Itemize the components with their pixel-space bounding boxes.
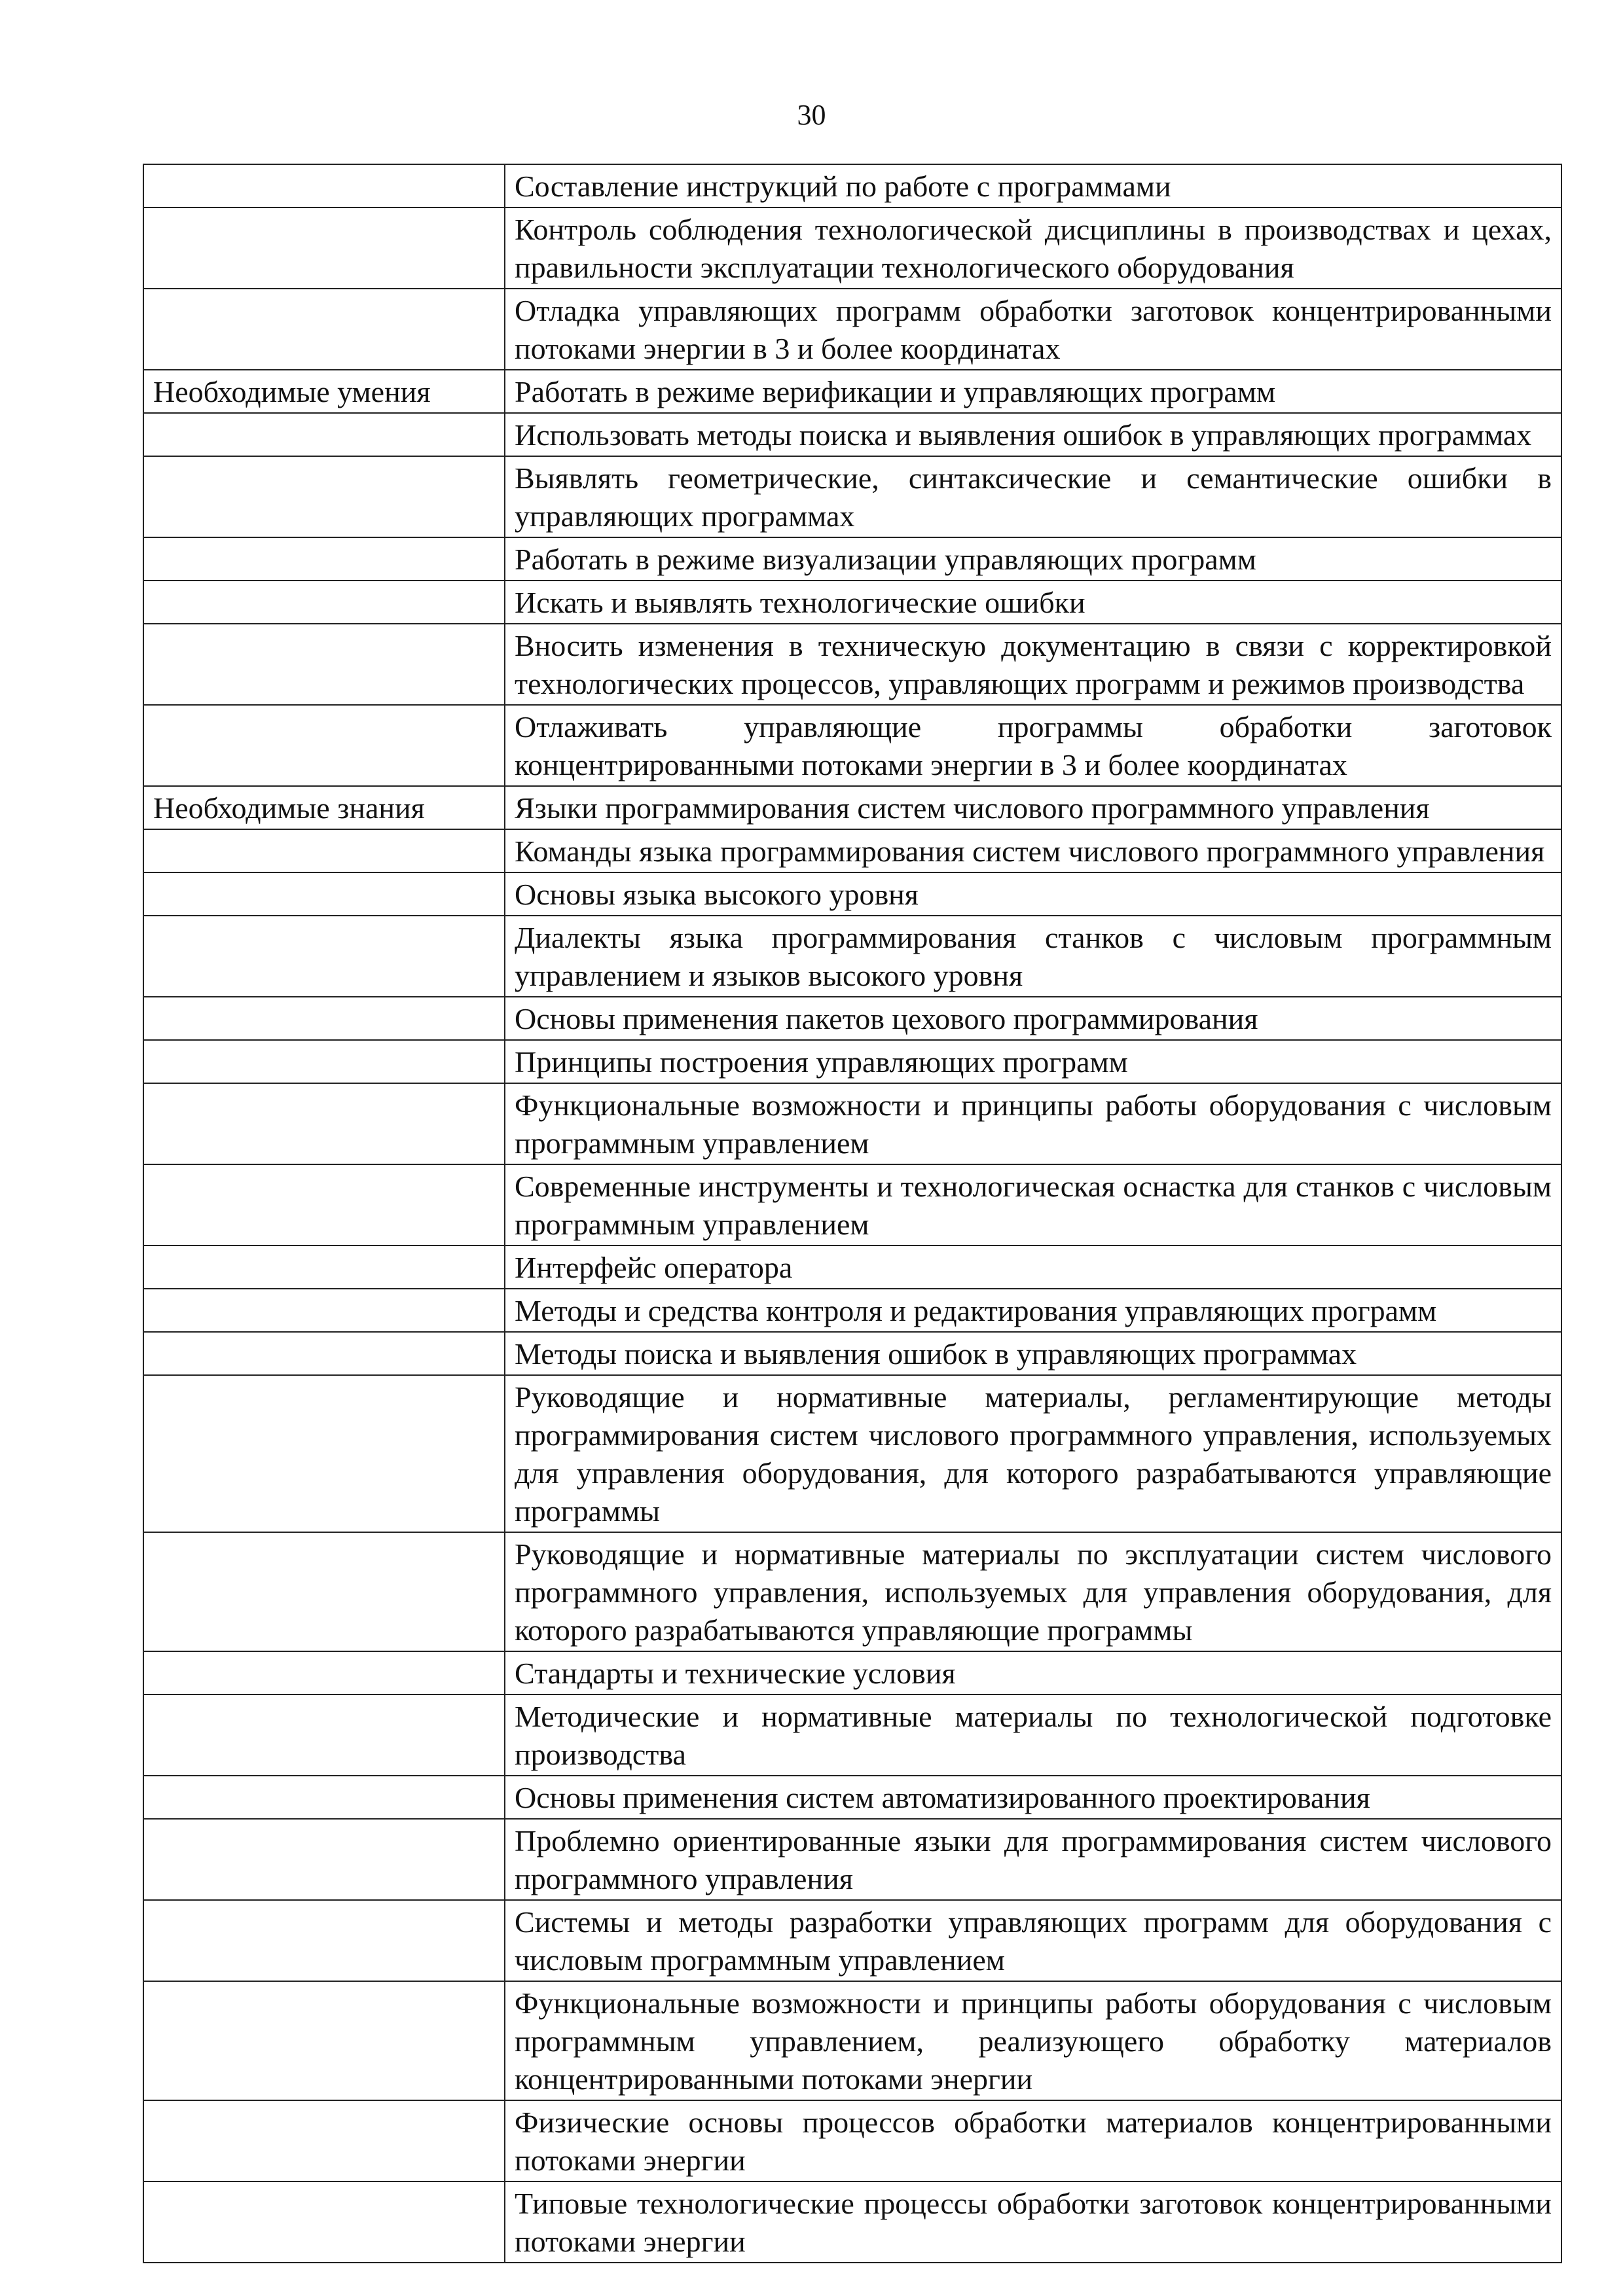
row-item-cell: Руководящие и нормативные материалы, регламентирующие методы программирования систем числового программного управления, используемых для управления оборудования, для которого разрабатываются управляющие программы — [505, 1375, 1561, 1532]
row-category-cell — [143, 207, 505, 289]
table-row — [143, 581, 1561, 624]
row-item-cell: Использовать методы поиска и выявления ошибок в управляющих программах — [505, 413, 1561, 456]
row-item-cell: Принципы построения управляющих программ — [505, 1040, 1561, 1083]
row-item-cell: Системы и методы разработки управляющих программ для оборудования с числовым программным управлением — [505, 1900, 1561, 1981]
table-row — [143, 207, 1561, 289]
row-item-cell: Функциональные возможности и принципы работы оборудования с числовым программным управлением — [505, 1083, 1561, 1164]
row-item-cell: Диалекты языка программирования станков с числовым программным управлением и языков высокого уровня — [505, 916, 1561, 997]
row-item-cell: Функциональные возможности и принципы работы оборудования с числовым программным управлением, реализующего обработку материалов концентрированными потоками энергии — [505, 1981, 1561, 2100]
row-category-cell — [143, 1289, 505, 1332]
row-item-cell: Физические основы процессов обработки материалов концентрированными потоками энергии — [505, 2100, 1561, 2181]
row-category-cell — [143, 624, 505, 705]
row-item-cell: Искать и выявлять технологические ошибки — [505, 581, 1561, 624]
table-row — [143, 1532, 1561, 1651]
row-item-cell: Языки программирования систем числового программного управления — [505, 786, 1561, 829]
row-item-cell: Основы языка высокого уровня — [505, 872, 1561, 916]
row-item-cell: Отладка управляющих программ обработки заготовок концентрированными потоками энергии в 3 и более координатах — [505, 289, 1561, 370]
table-row — [143, 1246, 1561, 1289]
table-row — [143, 829, 1561, 872]
row-item-cell: Методические и нормативные материалы по технологической подготовке производства — [505, 1695, 1561, 1776]
row-item-cell: Руководящие и нормативные материалы по эксплуатации систем числового программного управления, используемых для управления оборудования, для которого разрабатываются управляющие программы — [505, 1532, 1561, 1651]
row-item-cell: Составление инструкций по работе с программами — [505, 164, 1561, 207]
table-row — [143, 289, 1561, 370]
row-category-cell — [143, 1819, 505, 1900]
table-row — [143, 1819, 1561, 1900]
table-row — [143, 705, 1561, 786]
row-category-cell — [143, 289, 505, 370]
table-row — [143, 916, 1561, 997]
row-category-cell — [143, 1164, 505, 1246]
table-row — [143, 1900, 1561, 1981]
table-row — [143, 1981, 1561, 2100]
row-category-cell — [143, 916, 505, 997]
row-category-cell — [143, 1981, 505, 2100]
table-row — [143, 370, 1561, 413]
row-category-cell — [143, 829, 505, 872]
table-row — [143, 1332, 1561, 1375]
row-category-cell — [143, 1900, 505, 1981]
table-row — [143, 1083, 1561, 1164]
row-item-cell: Команды языка программирования систем числового программного управления — [505, 829, 1561, 872]
page-number: 30 — [797, 99, 826, 131]
table-row — [143, 1375, 1561, 1532]
requirements-table — [143, 164, 1562, 2263]
row-category-cell — [143, 1695, 505, 1776]
requirements-table-body — [143, 164, 1561, 2263]
table-row — [143, 872, 1561, 916]
table-row — [143, 164, 1561, 207]
row-item-cell: Типовые технологические процессы обработки заготовок концентрированными потоками энергии — [505, 2181, 1561, 2263]
row-category-cell — [143, 164, 505, 207]
row-item-cell: Основы применения систем автоматизированного проектирования — [505, 1776, 1561, 1819]
row-item-cell: Контроль соблюдения технологической дисциплины в производствах и цехах, правильности эксплуатации технологического оборудования — [505, 207, 1561, 289]
row-item-cell: Проблемно ориентированные языки для программирования систем числового программного управления — [505, 1819, 1561, 1900]
row-item-cell: Работать в режиме верификации и управляющих программ — [505, 370, 1561, 413]
table-row — [143, 1695, 1561, 1776]
table-row — [143, 1289, 1561, 1332]
table-row — [143, 413, 1561, 456]
row-category-cell — [143, 872, 505, 916]
row-category-cell — [143, 705, 505, 786]
row-item-cell: Стандарты и технические условия — [505, 1651, 1561, 1695]
row-item-cell: Отлаживать управляющие программы обработки заготовок концентрированными потоками энергии в 3 и более координатах — [505, 705, 1561, 786]
table-row — [143, 2181, 1561, 2263]
row-category-cell — [143, 1651, 505, 1695]
table-row — [143, 456, 1561, 537]
row-item-cell: Вносить изменения в техническую документацию в связи с корректировкой технологических процессов, управляющих программ и режимов производства — [505, 624, 1561, 705]
row-item-cell: Выявлять геометрические, синтаксические и семантические ошибки в управляющих программах — [505, 456, 1561, 537]
row-category-cell — [143, 581, 505, 624]
row-category-cell — [143, 1246, 505, 1289]
row-category-cell — [143, 1375, 505, 1532]
row-item-cell: Основы применения пакетов цехового программирования — [505, 997, 1561, 1040]
table-row — [143, 1164, 1561, 1246]
row-category-cell: Необходимые знания — [143, 786, 505, 829]
row-category-cell: Необходимые умения — [143, 370, 505, 413]
row-category-cell — [143, 1332, 505, 1375]
row-item-cell: Методы поиска и выявления ошибок в управляющих программах — [505, 1332, 1561, 1375]
table-row — [143, 1776, 1561, 1819]
table-row — [143, 624, 1561, 705]
table-row — [143, 2100, 1561, 2181]
row-category-cell — [143, 537, 505, 581]
table-row — [143, 1651, 1561, 1695]
row-category-cell — [143, 1083, 505, 1164]
row-item-cell: Методы и средства контроля и редактирования управляющих программ — [505, 1289, 1561, 1332]
row-category-cell — [143, 1532, 505, 1651]
row-category-cell — [143, 456, 505, 537]
row-category-cell — [143, 413, 505, 456]
row-item-cell: Интерфейс оператора — [505, 1246, 1561, 1289]
row-category-cell — [143, 1040, 505, 1083]
row-item-cell: Современные инструменты и технологическая оснастка для станков с числовым программным управлением — [505, 1164, 1561, 1246]
row-item-cell: Работать в режиме визуализации управляющих программ — [505, 537, 1561, 581]
row-category-cell — [143, 997, 505, 1040]
row-category-cell — [143, 2100, 505, 2181]
table-row — [143, 997, 1561, 1040]
table-row — [143, 537, 1561, 581]
table-row — [143, 786, 1561, 829]
row-category-cell — [143, 2181, 505, 2263]
table-row — [143, 1040, 1561, 1083]
row-category-cell — [143, 1776, 505, 1819]
